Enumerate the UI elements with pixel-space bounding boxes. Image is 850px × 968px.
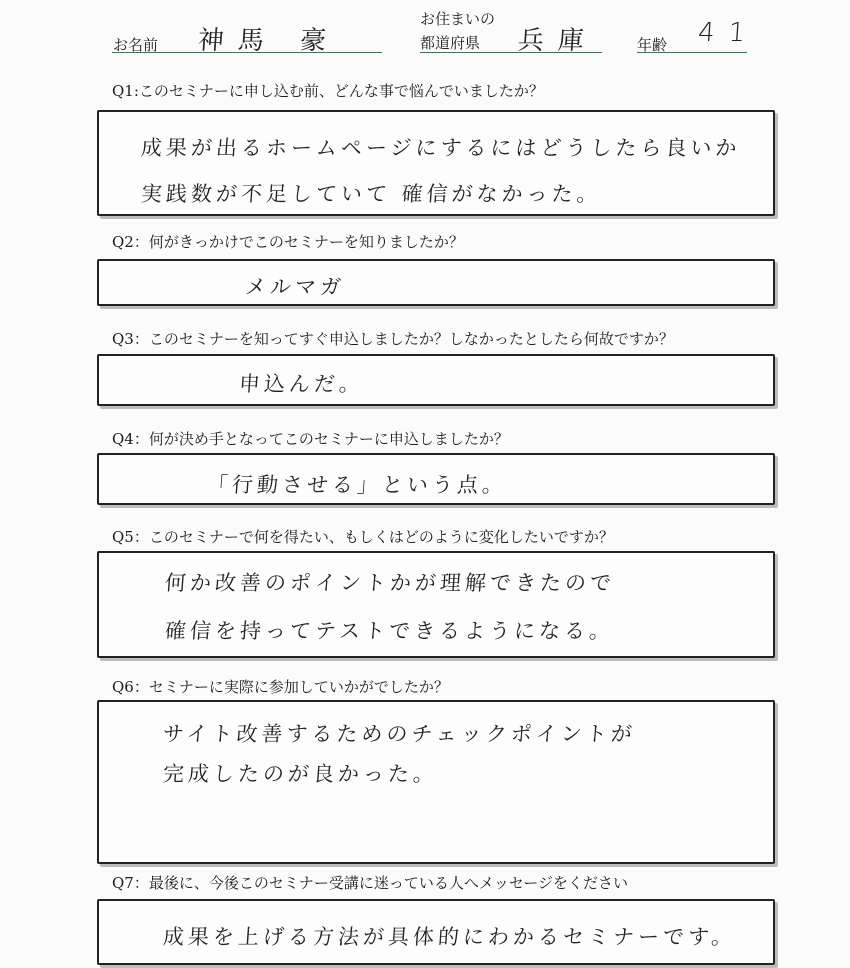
question-2: Q2：何がきっかけでこのセミナーを知りましたか？ <box>112 233 464 251</box>
answer-box-2 <box>97 259 775 306</box>
question-4: Q4：何が決め手となってこのセミナーに申込しましたか？ <box>112 430 509 448</box>
answer-box-7 <box>97 899 775 965</box>
pref-underline <box>420 52 602 53</box>
answer-1-line-1: 成果が出るホームページにするにはどうしたら良いか <box>140 136 742 160</box>
age-label: 年齢 <box>637 36 668 54</box>
answer-2-line-1: メルマガ <box>244 275 346 299</box>
answer-4-line-1: 「行動させる」という点。 <box>206 473 508 497</box>
answer-5-line-1: 何か改善のポイントかが理解できたので <box>164 571 616 595</box>
question-5: Q5：このセミナーで何を得たい、もしくはどのように変化したいですか？ <box>112 528 614 546</box>
answer-box-3 <box>97 354 775 406</box>
question-3: Q3：このセミナーを知ってすぐ申込しましたか？しなかったとしたら何故ですか？ <box>112 330 674 348</box>
question-6: Q6：セミナーに実際に参加していかがでしたか？ <box>112 678 449 696</box>
age-value: 41 <box>696 18 761 48</box>
answer-box-1 <box>97 110 775 216</box>
pref-label-line2: 都道府県 <box>420 34 481 52</box>
answer-box-4 <box>97 453 775 505</box>
name-underline <box>112 52 382 53</box>
answer-box-5 <box>97 551 775 658</box>
pref-label-line1: お住まいの <box>420 10 496 28</box>
age-underline <box>637 52 747 53</box>
name-label: お名前 <box>113 36 159 54</box>
answer-6-line-2: 完成したのが良かった。 <box>162 762 439 786</box>
pref-value: 兵庫 <box>516 26 599 56</box>
name-value: 神馬 豪 <box>196 26 342 56</box>
answer-1-line-2: 実践数が不足していて 確信がなかった。 <box>140 182 603 206</box>
question-1: Q1:このセミナーに申し込む前、どんな事で悩んでいましたか？ <box>112 82 544 100</box>
answer-7-line-1: 成果を上げる方法が具体的にわかるセミナーです。 <box>162 925 738 949</box>
question-7: Q7：最後に、今後このセミナー受講に迷っている人へメッセージをください <box>112 874 628 892</box>
answer-5-line-2: 確信を持ってテストできるようになる。 <box>164 619 615 643</box>
answer-6-line-1: サイト改善するためのチェックポイントが <box>162 722 637 746</box>
answer-box-6 <box>97 700 775 864</box>
answer-3-line-1: 申込んだ。 <box>238 372 365 396</box>
